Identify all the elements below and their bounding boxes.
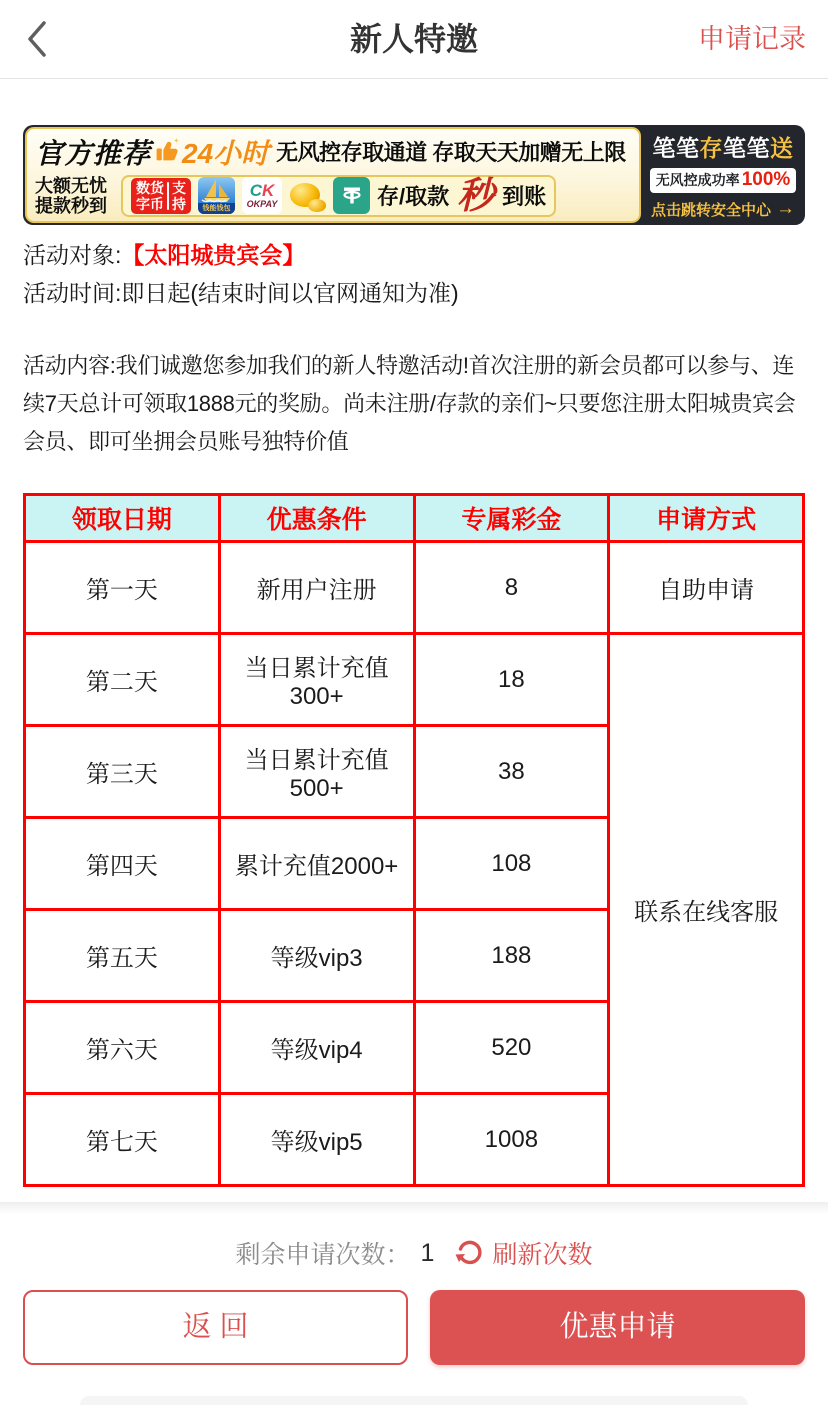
col-header-date: 领取日期 xyxy=(25,495,220,542)
activity-target-line xyxy=(23,237,305,270)
crypto-char: 币 xyxy=(150,195,164,212)
rate-label: 无风控成功率 xyxy=(655,172,740,188)
activity-content: 活动内容:我们诚邀您参加我们的新人特邀活动!首次注册的新会员都可以参与、连续7天总计可领取1888元的奖励。尚未注册/存款的亲们~只要您注册太阳城贵宾会会员、即可坐拥会员账号独特价值 xyxy=(23,353,796,454)
table-header-row xyxy=(25,495,804,542)
banner-left-panel xyxy=(25,127,641,223)
page-title: 新人特邀 xyxy=(349,21,478,57)
nav-bar xyxy=(0,0,828,79)
refresh-icon[interactable] xyxy=(454,1238,484,1268)
title-part: 笔笔 xyxy=(652,135,700,161)
cell-bonus: 38 xyxy=(414,726,609,818)
col-header-bonus: 专属彩金 xyxy=(414,495,609,542)
col-header-condition: 优惠条件 xyxy=(219,495,414,542)
cell-bonus: 108 xyxy=(414,818,609,910)
title-part: 笔笔 xyxy=(723,135,770,161)
return-button[interactable]: 返 回 xyxy=(23,1290,408,1365)
cell-condition: 当日累计充值300+ xyxy=(219,634,414,726)
instant-label: 秒 xyxy=(457,173,495,217)
crypto-char: 支 xyxy=(172,179,186,196)
footer-bar xyxy=(0,1213,828,1405)
apply-button[interactable]: 优惠申请 xyxy=(430,1290,805,1365)
badge-divider xyxy=(167,182,169,210)
banner-big-text xyxy=(35,176,121,216)
gold-coin-icon xyxy=(289,177,326,214)
title-part: 存 xyxy=(699,135,723,161)
footer-divider xyxy=(0,1202,828,1213)
arrow-right-icon: → xyxy=(776,198,795,219)
reward-table xyxy=(23,493,805,1187)
banner-official-label: 官方推荐 xyxy=(35,137,152,169)
okpay-icon xyxy=(242,177,282,214)
cell-apply-merged: 联系在线客服 xyxy=(609,634,804,1186)
refresh-count-link[interactable]: 刷新次数 xyxy=(492,1241,593,1269)
thumbs-up-icon xyxy=(154,136,181,163)
okpay-c: C xyxy=(249,181,262,200)
remaining-label: 剩余申请次数： xyxy=(235,1241,411,1269)
wallet-icon xyxy=(198,177,235,214)
wallet-label: 钱能钱包 xyxy=(198,203,235,214)
crypto-char: 持 xyxy=(172,195,186,212)
bottom-sheet-hint xyxy=(80,1396,748,1405)
banner-right-title xyxy=(653,130,794,163)
cell-day: 第六天 xyxy=(25,1002,220,1094)
crypto-char: 字 xyxy=(136,195,150,212)
table-row xyxy=(25,542,804,634)
okpay-k: K xyxy=(262,181,275,200)
banner-payments-row xyxy=(27,174,639,217)
deposit-label: 存/取款 xyxy=(377,184,450,209)
cell-bonus: 1008 xyxy=(414,1094,609,1186)
cell-apply: 自助申请 xyxy=(609,542,804,634)
cell-bonus: 520 xyxy=(414,1002,609,1094)
application-history-link[interactable]: 申请记录 xyxy=(698,24,806,54)
banner-right-panel xyxy=(641,125,805,225)
payment-icons-pill xyxy=(121,175,556,217)
cell-bonus: 188 xyxy=(414,910,609,1002)
crypto-char: 货 xyxy=(150,179,164,196)
activity-target-label: 活动对象: xyxy=(23,242,122,268)
banner-headline: 无风控存取通道 存取天天加赠无上限 xyxy=(276,140,626,165)
title-part: 送 xyxy=(770,135,794,161)
banner-headline-row xyxy=(27,129,639,174)
cell-condition: 当日累计充值500+ xyxy=(219,726,414,818)
cell-condition: 等级vip5 xyxy=(219,1094,414,1186)
cell-day: 第七天 xyxy=(25,1094,220,1186)
banner-big-line1: 大额无忧 xyxy=(35,175,107,196)
cell-condition: 等级vip4 xyxy=(219,1002,414,1094)
tether-icon xyxy=(333,177,370,214)
cell-day: 第一天 xyxy=(25,542,220,634)
cell-day: 第五天 xyxy=(25,910,220,1002)
table-row xyxy=(25,634,804,726)
cta-label: 点击跳转安全中心 xyxy=(650,201,771,219)
activity-target-value: 【太阳城贵宾会】 xyxy=(121,242,306,268)
success-rate-pill xyxy=(650,168,797,193)
security-center-link[interactable] xyxy=(651,198,795,220)
remaining-value: 1 xyxy=(420,1238,435,1267)
banner-big-line2: 提款秒到 xyxy=(35,195,107,216)
col-header-apply: 申请方式 xyxy=(609,495,804,542)
cell-condition: 等级vip3 xyxy=(219,910,414,1002)
activity-time-line: 活动时间:即日起(结束时间以官网通知为准) xyxy=(23,280,459,306)
cell-bonus: 18 xyxy=(414,634,609,726)
rate-value: 100% xyxy=(741,169,791,190)
okpay-label: OKPAY xyxy=(246,199,278,209)
cell-day: 第二天 xyxy=(25,634,220,726)
cell-day: 第四天 xyxy=(25,818,220,910)
cell-condition: 累计充值2000+ xyxy=(219,818,414,910)
crypto-support-badge xyxy=(131,178,191,214)
cell-bonus: 8 xyxy=(414,542,609,634)
cell-day: 第三天 xyxy=(25,726,220,818)
cell-condition: 新用户注册 xyxy=(219,542,414,634)
promo-banner[interactable] xyxy=(23,125,805,225)
banner-24h-label: 24小时 xyxy=(182,137,270,169)
arrive-label: 到账 xyxy=(502,184,547,209)
remaining-counter-row xyxy=(0,1235,828,1271)
crypto-char: 数 xyxy=(136,179,150,196)
